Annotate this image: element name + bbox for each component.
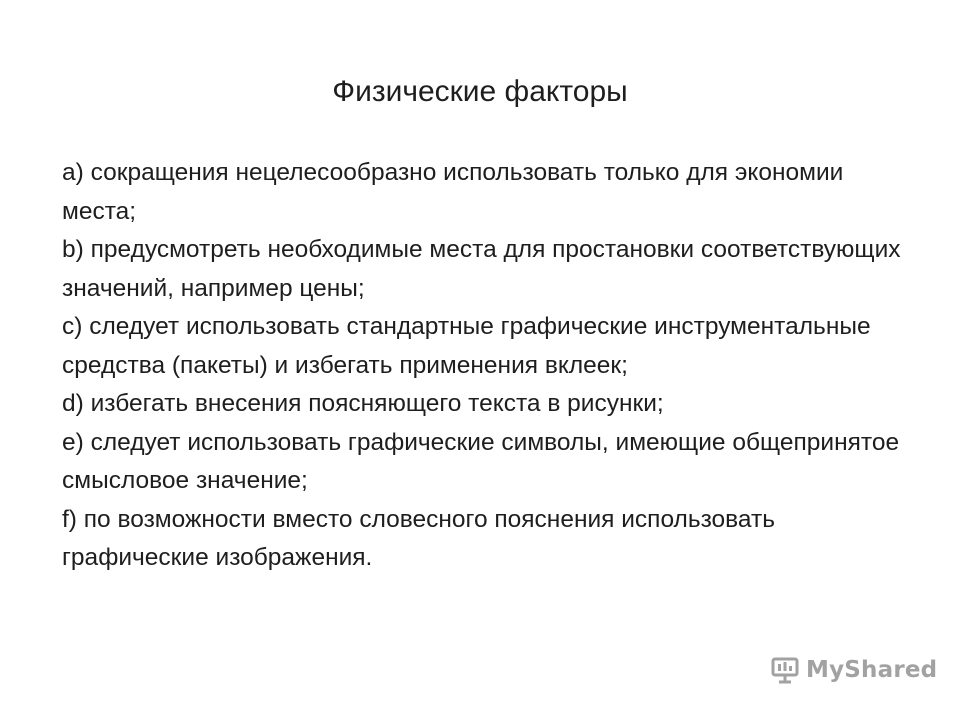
slide-title: Физические факторы	[332, 75, 628, 108]
list-item: b) предусмотреть необходимые места для простановки соответствующих значений, например цены;	[62, 236, 901, 302]
watermark-text: MyShared	[806, 657, 938, 683]
list-item: а) сокращения нецелесообразно использовать только для экономии места;	[62, 159, 844, 225]
list-item: с) следует использовать стандартные графические инструментальные средства (пакеты) и избегать применения вклеек;	[62, 313, 871, 379]
list-item: е) следует использовать графические символы, имеющие общепринятое смысловое значение;	[62, 428, 900, 494]
myshared-watermark	[770, 655, 937, 685]
list-item: f) по возможности вместо словесного пояснения использовать графические изображения.	[62, 505, 775, 571]
presentation-board-icon	[770, 655, 800, 685]
factors-list	[62, 154, 922, 578]
list-item: d) избегать внесения поясняющего текста в рисунки;	[62, 390, 664, 417]
